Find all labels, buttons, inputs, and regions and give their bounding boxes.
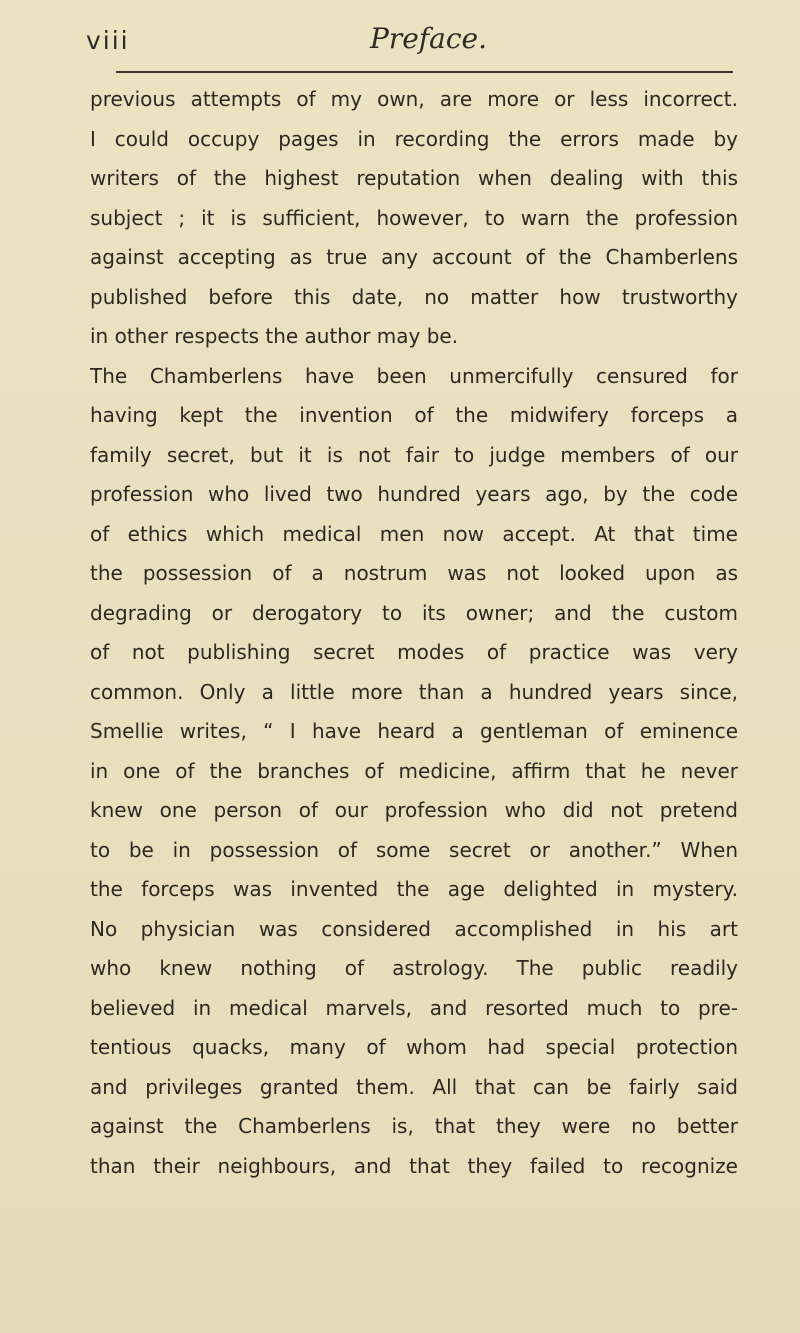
- text-line: to be in possession of some secret or another.” When: [90, 837, 738, 862]
- text-line: in one of the branches of medicine, affirm that he never: [90, 758, 738, 783]
- text-line: I could occupy pages in recording the errors made by: [90, 126, 738, 151]
- text-line: degrading or derogatory to its owner; and the custom: [90, 600, 738, 625]
- text-line: common. Only a little more than a hundred years since,: [90, 679, 738, 704]
- text-line: No physician was considered accomplished in his art: [90, 916, 738, 941]
- text-line: knew one person of our profession who did not pretend: [90, 798, 738, 822]
- text-line: The Chamberlens have been unmercifully censured for: [90, 363, 738, 388]
- text-line: tentious quacks, many of whom had special protection: [90, 1035, 738, 1059]
- text-line: than their neighbours, and that they failed to recognize: [90, 1153, 738, 1178]
- text-line: writers of the highest reputation when dealing with this: [90, 166, 738, 190]
- text-line: believed in medical marvels, and resorted much to pre-: [90, 995, 738, 1020]
- running-title: Preface.: [370, 22, 488, 55]
- header-rule: [116, 71, 733, 73]
- text-line: against accepting as true any account of the Chamberlens: [90, 245, 738, 269]
- text-line: Smellie writes, “ I have heard a gentleman of eminence: [90, 719, 738, 743]
- page-number: viii: [86, 26, 130, 55]
- text-line: the forceps was invented the age delighted in mystery.: [90, 877, 738, 901]
- body-text: [90, 80, 738, 1178]
- text-line: subject ; it is sufficient, however, to warn the profession: [90, 205, 738, 230]
- text-line: of ethics which medical men now accept. At that time: [90, 521, 738, 546]
- text-line: having kept the invention of the midwifery forceps a: [90, 403, 738, 427]
- text-line: previous attempts of my own, are more or less incorrect.: [90, 87, 738, 111]
- text-line: family secret, but it is not fair to judge members of our: [90, 442, 738, 467]
- text-line: of not publishing secret modes of practice was very: [90, 640, 738, 664]
- text-line: profession who lived two hundred years ago, by the code: [90, 482, 738, 506]
- text-line: published before this date, no matter how trustworthy: [90, 284, 738, 309]
- text-line: and privileges granted them. All that can be fairly said: [90, 1074, 738, 1099]
- text-line: the possession of a nostrum was not looked upon as: [90, 561, 738, 585]
- text-line: against the Chamberlens is, that they were no better: [90, 1114, 738, 1138]
- text-line: in other respects the author may be.: [90, 324, 459, 348]
- text-line: who knew nothing of astrology. The public readily: [90, 956, 738, 980]
